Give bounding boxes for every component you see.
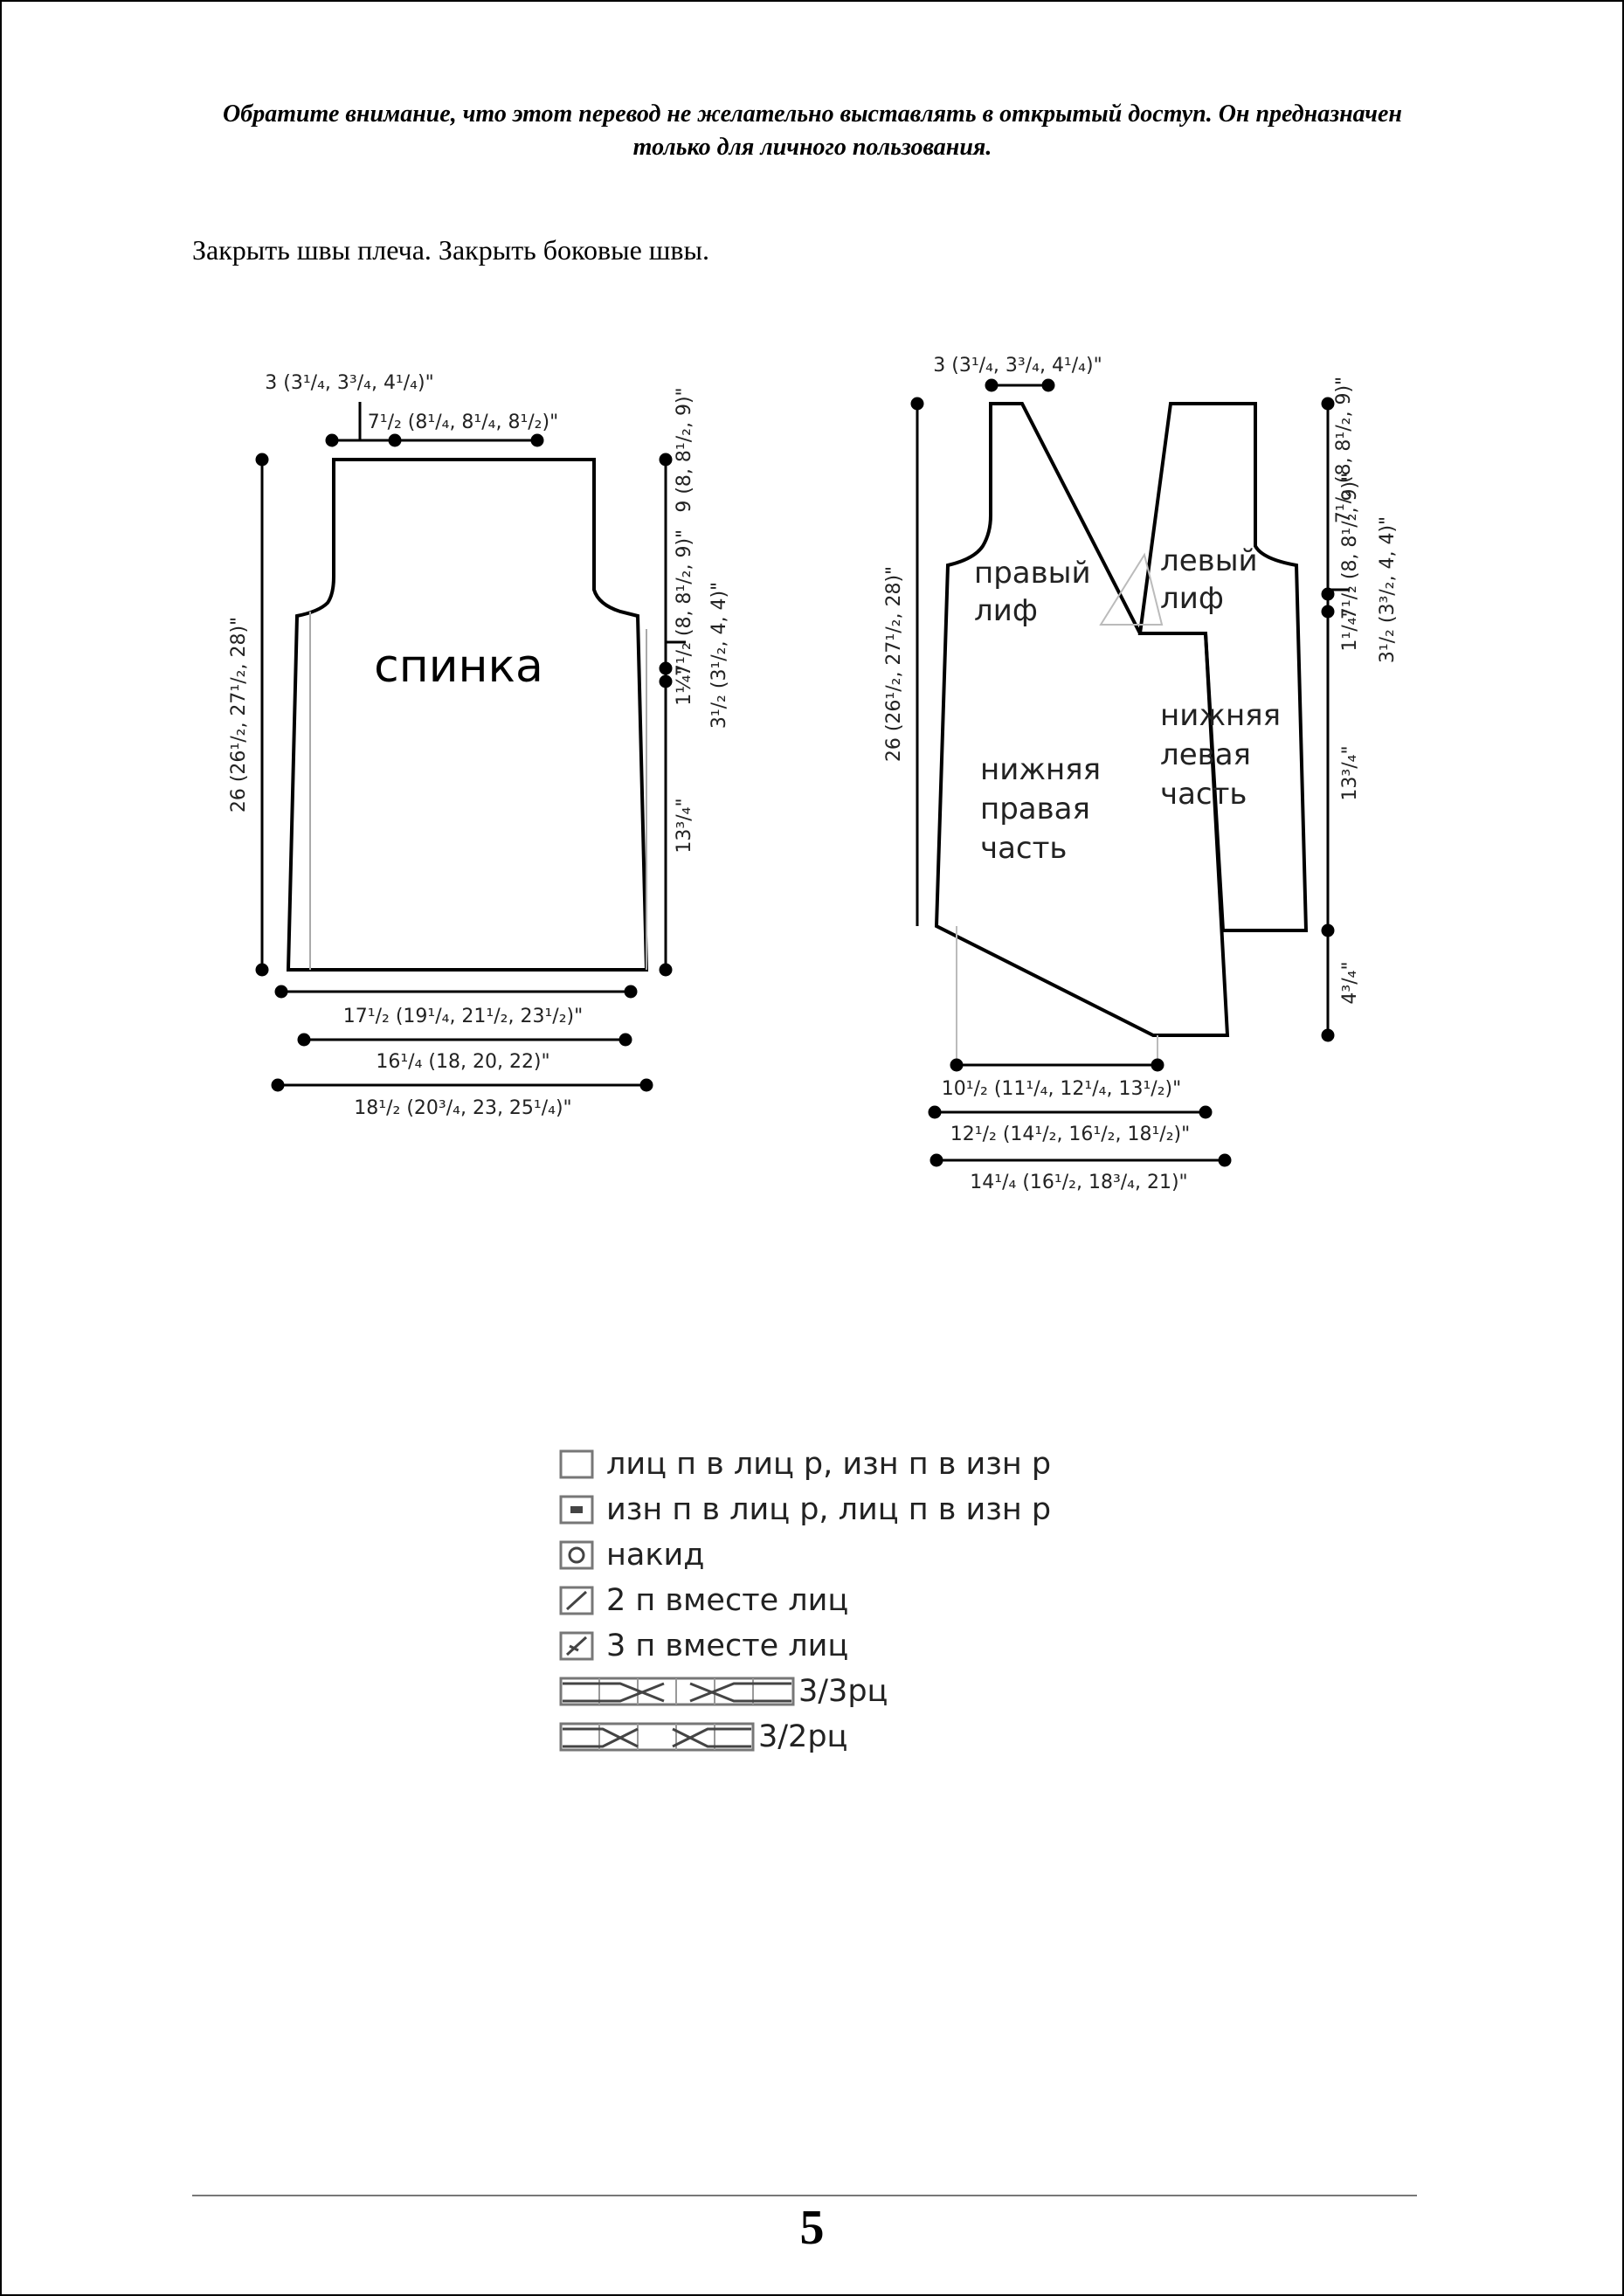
dim-width-2: 16¹/₄ (18, 20, 22)" [376,1051,550,1073]
dim-shoulder: 3 (3¹/₄, 3³/₄, 4¹/₄)" [265,372,434,394]
front-dim-bottom: 4³/₄" [1339,961,1361,1005]
cable-3-3-icon [559,1677,795,1706]
dim-armhole-total: 9 (8, 8¹/₂, 9)" [674,387,695,513]
front-dim-shoulder: 3 (3¹/₄, 3³/₄, 4¹/₄)" [933,355,1102,377]
legend-item [559,1487,1118,1532]
copyright-notice: Обратите внимание, что этот перевод не желательно выставлять в открытый доступ. Он предназначен только для личного пользования. [223,100,1402,161]
legend-label: изн п в лиц р, лиц п в изн р [606,1492,1052,1527]
label-left-bodice-line-1: левый [1160,543,1258,578]
legend-item [559,1532,1118,1578]
instruction-text: Закрыть швы плеча. Закрыть боковые швы. [192,234,710,266]
label-lower-left [1160,698,1290,812]
front-dim-armhole-total: 7¹/₂ (8, 8¹/₂, 9)" [1333,376,1355,524]
front-schematic [874,336,1433,1219]
legend-label: накид [606,1538,705,1573]
front-dim-armhole: 7¹/₂ (8, 8¹/₂, 9)" [1339,472,1361,620]
dim-side: 13³/₄" [674,798,695,854]
front-dim-armhole-depth: 3¹/₂ (3³/₂, 4, 4)" [1377,515,1399,664]
front-dim-width-3: 14¹/₄ (16¹/₂, 18³/₄, 21)" [970,1172,1188,1193]
label-lower-right [980,752,1110,866]
legend-label: 3 п вместе лиц [606,1629,849,1663]
label-right-bodice-line-2: лиф [974,593,1038,628]
label-right-bodice-line-1: правый [974,556,1091,591]
front-dim-small: 1¹/₄" [1339,608,1361,652]
back-outline [288,460,646,970]
legend-label: 3/2рц [758,1719,848,1754]
label-lower-left-line-1: нижняя [1160,698,1282,733]
back-schematic [210,349,751,1136]
dim-width-3: 18¹/₂ (20³/₄, 23, 25¹/₄)" [354,1097,572,1119]
dim-small: 1¼" [674,666,695,706]
legend-item [559,1714,1118,1760]
left-front-outline [1140,404,1306,930]
dim-armhole-depth: 3¹/₂ (3¹/₂, 4, 4)" [708,581,730,730]
label-lower-left-line-2: левая [1160,737,1251,772]
double-slash-square-icon [559,1631,594,1661]
label-lower-right-line-1: нижняя [980,752,1102,787]
circle-square-icon [559,1540,594,1570]
front-dim-length: 26 (26¹/₂, 27¹/₂, 28)" [883,565,905,763]
label-right-bodice [974,556,1100,628]
dash-square-icon [559,1495,594,1525]
legend-item [559,1623,1118,1669]
dim-width-1: 17¹/₂ (19¹/₄, 21¹/₂, 23¹/₂)" [342,1006,584,1027]
dim-armhole: 7¹/₂ (8, 8¹/₂, 9)" [674,529,695,677]
label-left-bodice-line-2: лиф [1160,581,1224,616]
dim-length: 26 (26¹/₂, 27¹/₂, 28)" [228,616,250,813]
legend-label: лиц п в лиц р, изн п в изн р [606,1447,1052,1482]
legend-item [559,1442,1118,1487]
footer-divider [192,2195,1417,2196]
label-left-bodice [1160,543,1267,616]
legend-item [559,1578,1118,1623]
legend-label: 3/3рц [798,1674,888,1709]
dim-neck: 7¹/₂ (8¹/₄, 8¹/₄, 8¹/₂)" [367,411,559,433]
stitch-legend [559,1442,1118,1760]
page-number: 5 [799,2201,825,2255]
legend-item [559,1669,1118,1714]
cable-3-2-icon [559,1722,755,1752]
label-lower-left-line-3: часть [1160,777,1247,812]
label-lower-right-line-2: правая [980,792,1090,826]
front-dim-width-1: 10¹/₂ (11¹/₄, 12¹/₄, 13¹/₂)" [941,1078,1182,1100]
front-dim-side: 13³/₄" [1339,745,1361,801]
empty-square-icon [559,1449,594,1479]
legend-label: 2 п вместе лиц [606,1583,849,1618]
slash-square-icon [559,1586,594,1615]
label-lower-right-line-3: часть [980,831,1068,866]
back-label: спинка [374,640,543,693]
front-dim-width-2: 12¹/₂ (14¹/₂, 16¹/₂, 18¹/₂)" [950,1124,1191,1145]
